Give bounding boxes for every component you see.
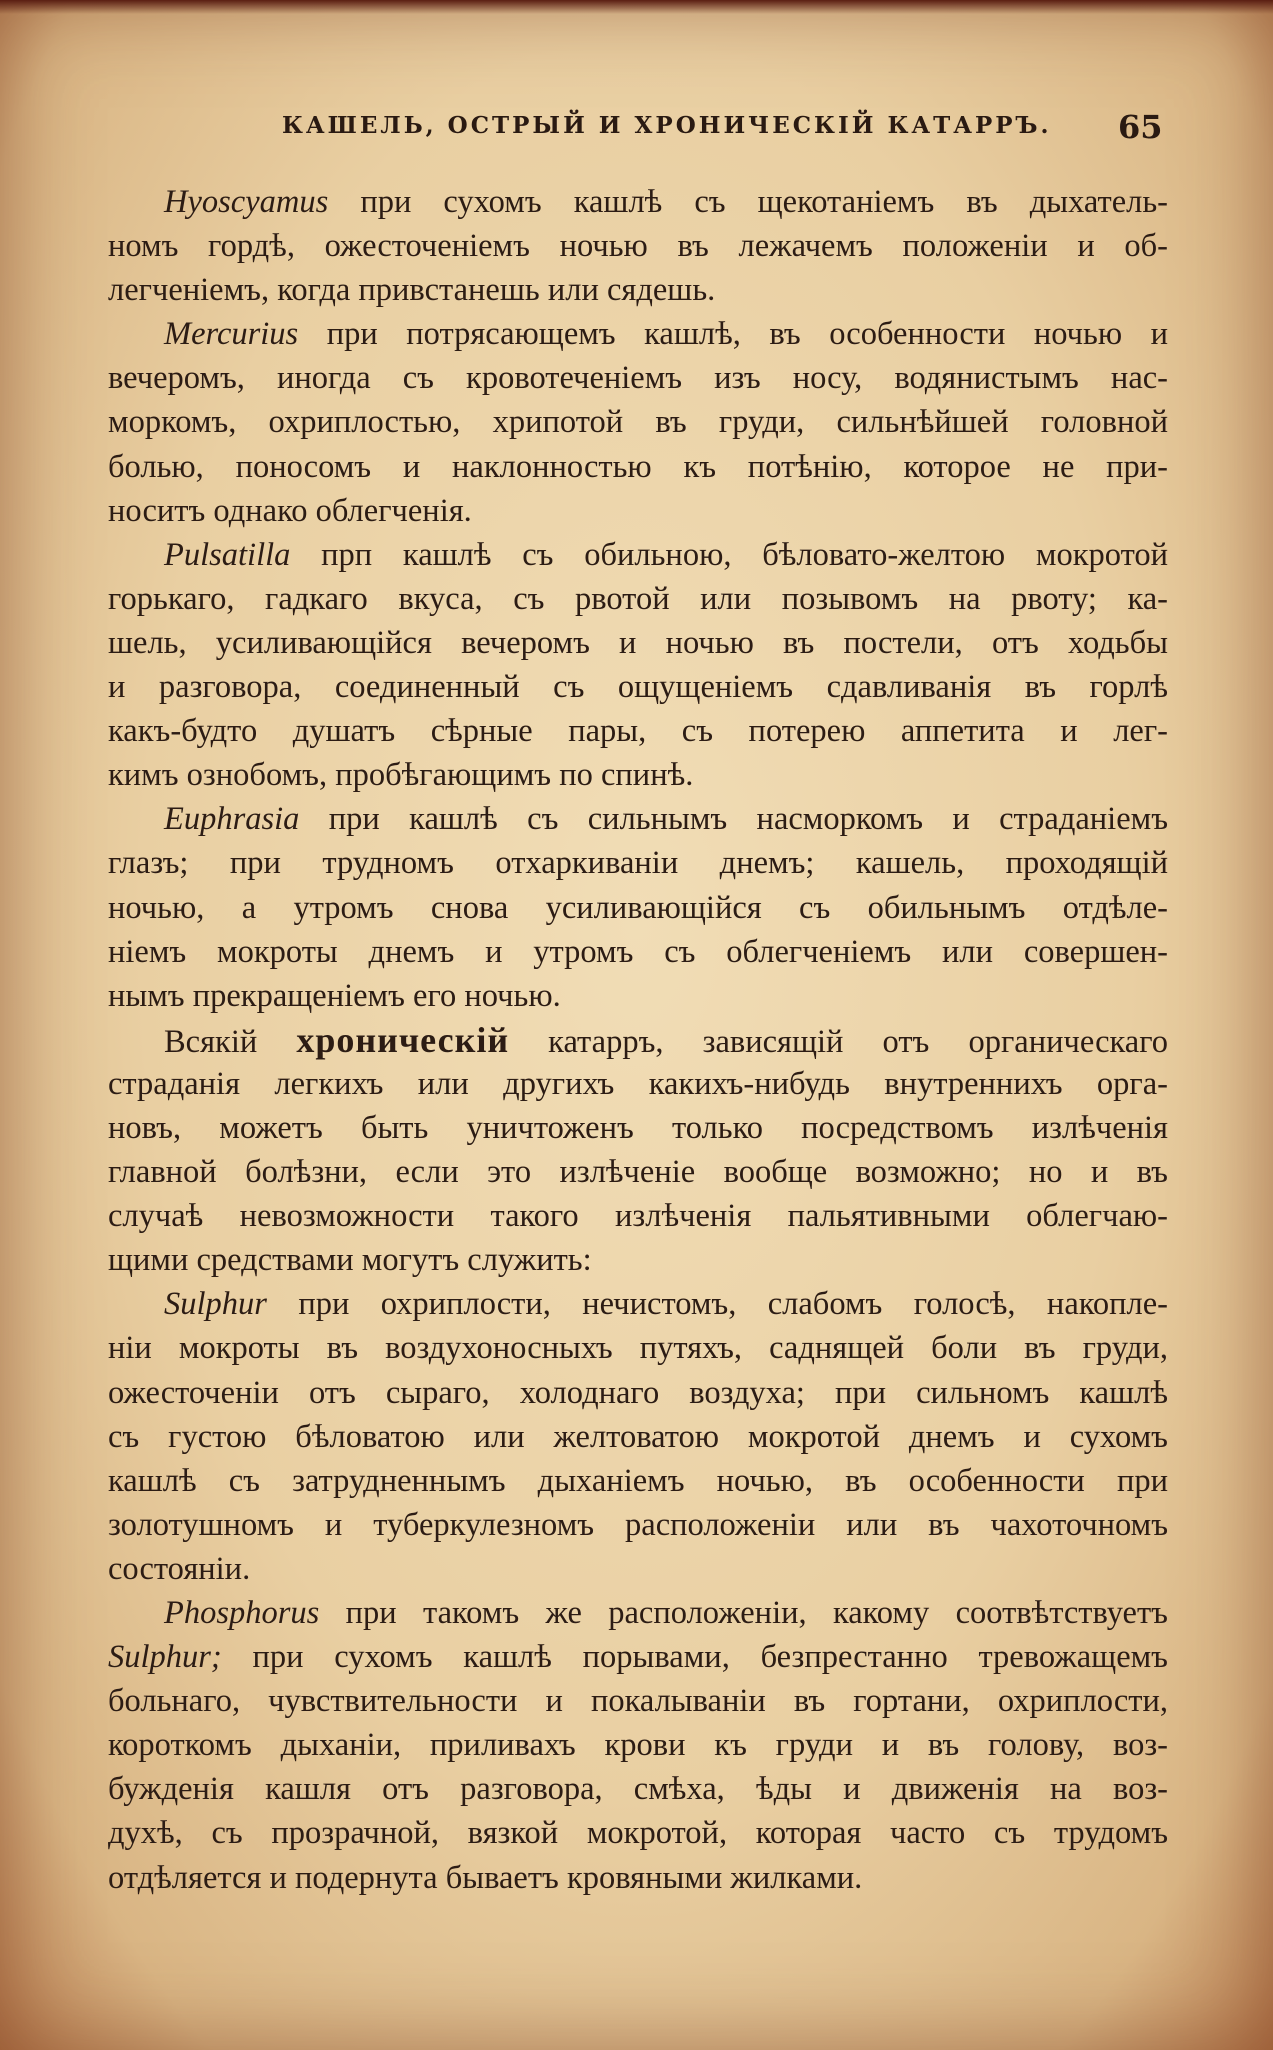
text-line: короткомъ дыханіи, приливахъ крови къ груди и въ голову, воз- (108, 1727, 1168, 1764)
text-line: ожесточеніи отъ сыраго, холоднаго воздуха; при сильномъ кашлѣ (108, 1374, 1168, 1411)
text-line: болью, поносомъ и наклонностью къ потѣнію, которое не при- (108, 448, 1168, 485)
text-line: номъ гордѣ, ожесточеніемъ ночью въ лежачемъ положеніи и об- (108, 228, 1168, 265)
text-line: нымъ прекращеніемъ его ночью. (108, 977, 561, 1014)
remedy-name: Sulphur (164, 1286, 267, 1323)
text-line: Phosphorus при такомъ же расположеніи, какому соотвѣтствуетъ (164, 1595, 1168, 1631)
text-line: Sulphur; при сухомъ кашлѣ порывами, безпрестанно тревожащемъ (108, 1639, 1168, 1676)
text-line: ніемъ мокроты днемъ и утромъ съ облегченіемъ или совершен- (108, 933, 1168, 970)
text-line: ночью, а утромъ снова усиливающійся съ обильнымъ отдѣле- (108, 889, 1168, 926)
text-line: Hyoscyamus при сухомъ кашлѣ съ щекотаніемъ въ дыхатель- (164, 184, 1168, 220)
page-number: 65 (1118, 108, 1163, 146)
text-line: щими средствами могутъ служить: (108, 1242, 592, 1279)
remedy-name: Mercurius (164, 316, 299, 353)
text-line: Sulphur при охриплости, нечистомъ, слабомъ голосѣ, накопле- (164, 1286, 1168, 1323)
text-line: шель, усиливающійся вечеромъ и ночью въ постели, отъ ходьбы (108, 624, 1168, 661)
text-line: носитъ однако облегченія. (108, 492, 472, 529)
running-title: КАШЕЛЬ, ОСТРЫЙ И ХРОНИЧЕСКІЙ КАТАРРЪ. (282, 112, 1052, 139)
page-header (0, 104, 1273, 154)
remedy-name: Sulphur; (108, 1639, 222, 1676)
text-line: состояніи. (108, 1550, 251, 1587)
page-top-edge (0, 0, 1273, 14)
text-line: вечеромъ, иногда съ кровотеченіемъ изъ носу, водянистымъ нас- (108, 360, 1168, 397)
text-line: бужденія кашля отъ разговора, смѣха, ѣды и движенія на воз- (108, 1771, 1168, 1808)
text-line: Euphrasia при кашлѣ съ сильнымъ насморкомъ и страданіемъ (164, 801, 1168, 838)
remedy-name: Pulsatilla (164, 536, 291, 573)
text-line: кимъ ознобомъ, пробѣгающимъ по спинѣ. (108, 757, 694, 794)
text-line: Pulsatilla прп кашлѣ съ обильною, бѣловато-желтою мокротой (164, 536, 1168, 573)
emphasized-word: хроническій (296, 1019, 510, 1060)
text-line: ніи мокроты въ воздухоносныхъ путяхъ, саднящей боли въ груди, (108, 1330, 1168, 1367)
text-line: Всякій хроническій катарръ, зависящій отъ органическаго (164, 1019, 1168, 1060)
text-line: легченіемъ, когда привстанешь или сядешь. (108, 272, 716, 309)
text-line: главной болѣзни, если это излѣченіе вообще возможно; но и въ (108, 1154, 1168, 1191)
remedy-name: Phosphorus (164, 1595, 320, 1631)
text-line: золотушномъ и туберкулезномъ расположеніи или въ чахоточномъ (108, 1506, 1168, 1543)
text-line: случаѣ невозможности такого излѣченія пальятивными облегчаю- (108, 1198, 1168, 1235)
text-line: духѣ, съ прозрачной, вязкой мокротой, которая часто съ трудомъ (108, 1815, 1168, 1852)
remedy-name: Hyoscyamus (164, 184, 329, 220)
text-line: моркомъ, охриплостью, хрипотой въ груди, сильнѣйшей головной (108, 404, 1168, 441)
text-line: отдѣляется и подернута бываетъ кровяными жилками. (108, 1859, 863, 1896)
text-line: кашлѣ съ затрудненнымъ дыханіемъ ночью, въ особенности при (108, 1462, 1168, 1499)
text-line: горькаго, гадкаго вкуса, съ рвотой или позывомъ на рвоту; ка- (108, 580, 1168, 617)
text-line: больнаго, чувствительности и покалываніи въ гортани, охриплости, (108, 1683, 1168, 1720)
text-line: и разговора, соединенный съ ощущеніемъ сдавливанія въ горлѣ (108, 669, 1168, 706)
body-text (108, 180, 1168, 1900)
text-line: страданія легкихъ или другихъ какихъ-нибудь внутреннихъ орга- (108, 1065, 1168, 1102)
remedy-name: Euphrasia (164, 801, 300, 838)
text-line: какъ-будто душатъ сѣрные пары, съ потерею аппетита и лег- (108, 713, 1168, 750)
text-line: съ густою бѣловатою или желтоватою мокротой днемъ и сухомъ (108, 1418, 1168, 1455)
text-line: новъ, можетъ быть уничтоженъ только посредствомъ излѣченія (108, 1109, 1168, 1146)
text-line: Mercurius при потрясающемъ кашлѣ, въ особенности ночью и (164, 316, 1168, 353)
text-line: глазъ; при трудномъ отхаркиваніи днемъ; кашель, проходящій (108, 845, 1168, 882)
